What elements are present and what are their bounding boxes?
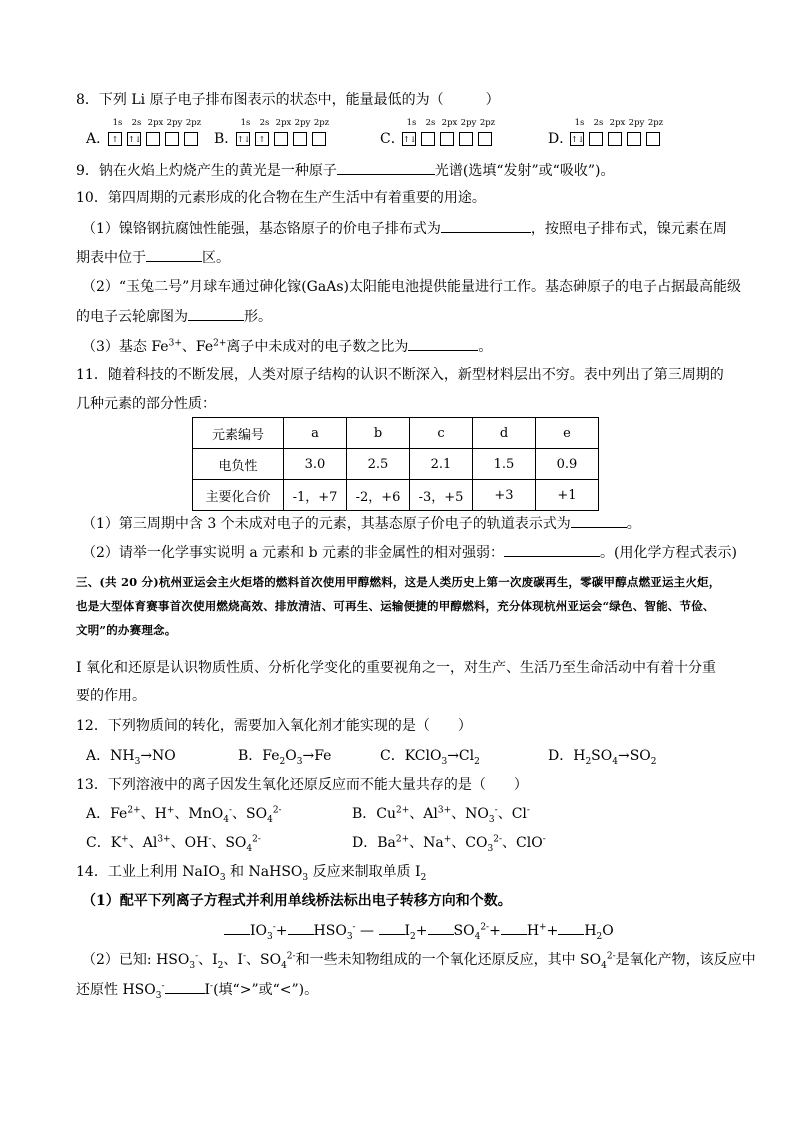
orbital-box: ↑ [255, 132, 269, 146]
orbital-box [274, 132, 288, 146]
orbital-boxes [108, 132, 203, 148]
q12-option-b: B．$Fe_2O_3\to Fe$ [238, 748, 332, 767]
q8-option-letter: B． [214, 131, 239, 147]
table-row: 元素编号 a b c d e [193, 418, 599, 449]
answer-blank[interactable] [408, 336, 478, 351]
orbital-box [146, 132, 160, 146]
answer-blank[interactable] [188, 306, 244, 321]
orbital-box [165, 132, 179, 146]
table-row: 电负性 3.0 2.5 2.1 1.5 0.9 [193, 449, 599, 480]
orbital-box [312, 132, 326, 146]
element-properties-table [192, 417, 599, 511]
orbital-labels: 1s 2s 2px 2py 2pz [406, 118, 496, 128]
q14-stem: 14．工业上利用 NaIO$_3$ 和 NaHSO$_3$ 反应来制取单质 $I_2$ [76, 864, 427, 883]
q14-part2: （2）已知: $HSO_3^-$、$I_2$、I-、$SO_4^{2-}$和一些未知物组成的一个氧化还原反应，其中 $SO_4^{2-}$是氧化产物，该反应中 [82, 951, 756, 971]
q8-options [76, 118, 726, 152]
orbital-labels: 1s 2s 2px 2py 2pz [112, 118, 202, 128]
q14-part1: （1）配平下列离子方程式并利用单线桥法标出电子转移方向和个数。 [82, 893, 512, 909]
q10-part1-cont: 期表中位于 区。 [76, 247, 230, 267]
q11-part1: （1）第三周期中含 3 个未成对电子的元素，其基态原子价电子的轨道表示式为 。 [82, 513, 641, 533]
section3-part1: Ⅰ 氧化和还原是认识物质性质、分析化学变化的重要视角之一，对生产、生活乃至生命活动中有着十分重要的作用。 [76, 660, 716, 704]
answer-blank[interactable] [571, 513, 627, 528]
q14-equation: $IO_3^-+ HSO_3^-$ — $I_2+ SO_4^{2-}+ H^++ H_2O$ [224, 920, 614, 940]
q13-option-b: B．$Cu^{2+}$、$Al^{3+}$、$NO_3^-$、Cl- [352, 805, 530, 825]
answer-blank[interactable] [501, 920, 527, 935]
orbital-box [627, 132, 641, 146]
table-row: 主要化合价 -1，+7 -2，+6 -3，+5 +3 +1 [193, 480, 599, 511]
orbital-labels: 1s 2s 2px 2py 2pz [240, 118, 330, 128]
answer-blank[interactable] [504, 542, 600, 557]
orbital-box [440, 132, 454, 146]
orbital-box [421, 132, 435, 146]
orbital-box [478, 132, 492, 146]
answer-blank[interactable] [558, 920, 584, 935]
orbital-labels: 1s 2s 2px 2py 2pz [574, 118, 664, 128]
orbital-box [184, 132, 198, 146]
answer-blank[interactable] [428, 920, 454, 935]
q11-stem-cont: 几种元素的部分性质： [76, 396, 216, 412]
q13-stem: 13．下列溶液中的离子因发生氧化还原反应而不能大量共存的是（ ） [76, 777, 528, 793]
orbital-boxes [570, 132, 665, 148]
orbital-boxes [402, 132, 497, 148]
orbital-box [646, 132, 660, 146]
answer-blank[interactable] [224, 920, 250, 935]
orbital-box [293, 132, 307, 146]
q8-option-letter: A． [86, 131, 111, 147]
q13-option-c: C．K+、$Al^{3+}$、OH-、$SO_4^{2-}$ [86, 834, 261, 854]
orbital-box [608, 132, 622, 146]
q14-part2-cont: 还原性 $HSO_3^-$ I-(填“>”或“<”)。 [76, 979, 318, 999]
orbital-box: ↑ [108, 132, 122, 146]
q10-stem: 10．第四周期的元素形成的化合物在生产生活中有着重要的用途。 [76, 190, 486, 206]
answer-blank[interactable] [441, 218, 531, 233]
q11-stem: 11．随着科技的不断发展，人类对原子结构的认识不断深入，新型材料层出不穷。表中列出了第三周期的 [76, 367, 724, 383]
orbital-box [589, 132, 603, 146]
q12-option-c: C．$KClO_3\to Cl_2$ [380, 748, 480, 767]
orbital-boxes [236, 132, 331, 148]
orbital-box: ↑↓ [570, 132, 584, 146]
answer-blank[interactable] [379, 920, 405, 935]
q8-option-letter: C． [380, 131, 405, 147]
q10-part2-cont: 的电子云轮廓图为 形。 [76, 306, 272, 326]
orbital-box: ↑↓ [236, 132, 250, 146]
q10-part1: （1）镍铬钢抗腐蚀性能强，基态铬原子的价电子排布式为 ，按照电子排布式，镍元素在周 [82, 218, 727, 238]
orbital-box: ↑↓ [127, 132, 141, 146]
orbital-box [459, 132, 473, 146]
q13-option-d: D．$Ba^{2+}$、Na+、$CO_3^{2-}$、ClO- [352, 834, 546, 854]
q10-part2: （2）“玉兔二号”月球车通过砷化镓(GaAs)太阳能电池提供能量进行工作。基态砷原子的电子占据最高能级 [82, 279, 741, 295]
answer-blank[interactable] [337, 160, 435, 175]
answer-blank[interactable] [165, 979, 205, 994]
q11-part2: （2）请举一化学事实说明 a 元素和 b 元素的非金属性的相对强弱： 。(用化学方程式表示) [82, 542, 737, 562]
answer-blank[interactable] [288, 920, 314, 935]
orbital-box: ↑↓ [402, 132, 416, 146]
q8-option-letter: D． [548, 131, 574, 147]
q8-stem: 8．下列 Li 原子电子排布图表示的状态中，能量最低的为（ ） [76, 92, 500, 108]
q12-option-a: A．$NH_3\to NO$ [86, 748, 176, 767]
q10-part3: （3）基态 $Fe^{3+}$、$Fe^{2+}$离子中未成对的电子数之比为 。 [82, 336, 492, 356]
section3-intro: 三、(共 20 分)杭州亚运会主火炬塔的燃料首次使用甲醇燃料，这是人类历史上第一次废碳再生，零碳甲醇点燃亚运主火炬，也是大型体育赛事首次使用燃烧高效、排放清洁、可再生、运输便捷的甲醇燃料，充分体现杭州亚运会“绿色、智能、节俭、文明”的办赛理念。 [76, 575, 721, 637]
q12-option-d: D．$H_2SO_4\to SO_2$ [548, 748, 657, 767]
q13-option-a: A．$Fe^{2+}$、H+、MnO$_4$-、$SO_4^{2-}$ [86, 805, 282, 825]
answer-blank[interactable] [146, 247, 202, 262]
q9: 9．钠在火焰上灼烧产生的黄光是一种原子 光谱(选填“发射”或“吸收”)。 [76, 160, 614, 180]
q12-stem: 12．下列物质间的转化，需要加入氧化剂才能实现的是（ ） [76, 718, 472, 734]
